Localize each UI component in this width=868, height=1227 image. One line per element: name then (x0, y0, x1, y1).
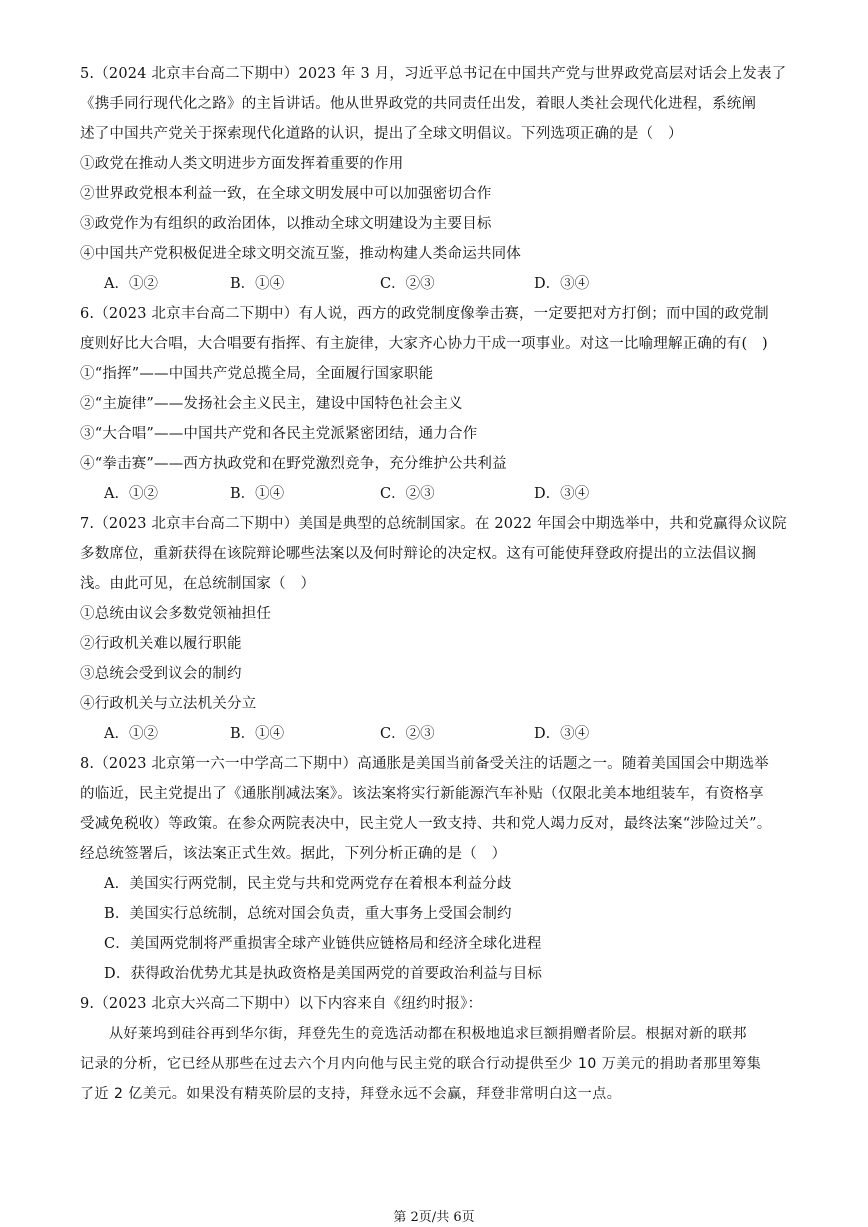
q9-stem-line-1: 9.（2023 北京大兴高二下期中）以下内容来自《纽约时报》： (80, 996, 483, 1012)
q7-item-3: ③总统会受到议会的制约 (80, 666, 242, 682)
q6-stem-line-1: 6.（2023 北京丰台高二下期中）有人说，西方的政党制度像拳击赛，一定要把对方打倒；而中国的政党制 (80, 306, 769, 322)
q7-option-d[interactable]: D．③④ (534, 726, 590, 742)
q8-option-b[interactable]: B．美国实行总统制，总统对国会负责，重大事务上受国会制约 (104, 906, 512, 922)
q7-stem-line-1: 7.（2023 北京丰台高二下期中）美国是典型的总统制国家。在 2022 年国会中期选举中，共和党赢得众议院 (80, 516, 787, 532)
q8-stem-line-3: 受减免税收）等政策。在参众两院表决中，民主党人一致支持、共和党人竭力反对，最终法案“涉险过关”。 (80, 816, 772, 832)
q6-option-b[interactable]: B．①④ (230, 486, 285, 502)
q6-item-2: ②“主旋律”——发扬社会主义民主，建设中国特色社会主义 (80, 396, 463, 412)
q5-item-1: ①政党在推动人类文明进步方面发挥着重要的作用 (80, 156, 404, 172)
q7-item-1: ①总统由议会多数党领袖担任 (80, 606, 272, 622)
q5-stem-line-2: 《携手同行现代化之路》的主旨讲话。他从世界政党的共同责任出发，着眼人类社会现代化进程，系统阐 (80, 96, 757, 112)
q8-option-a[interactable]: A．美国实行两党制，民主党与共和党两党存在着根本利益分歧 (104, 876, 512, 892)
q6-option-a[interactable]: A．①② (104, 486, 158, 502)
q5-option-a[interactable]: A．①② (104, 276, 158, 292)
q6-item-4: ④“拳击赛”——西方执政党和在野党激烈竞争，充分维护公共利益 (80, 456, 507, 472)
q8-stem-line-2: 的临近，民主党提出了《通胀削减法案》。该法案将实行新能源汽车补贴（仅限北美本地组装车，有资格享 (80, 786, 764, 802)
q7-item-2: ②行政机关难以履行职能 (80, 636, 242, 652)
q6-item-1: ①“指挥”——中国共产党总揽全局，全面履行国家职能 (80, 366, 434, 382)
q7-stem-line-3: 浅。由此可见，在总统制国家（ ） (80, 576, 316, 592)
q6-item-3: ③“大合唱”——中国共产党和各民主党派紧密团结，通力合作 (80, 426, 478, 442)
q9-passage-line-3: 了近 2 亿美元。如果没有精英阶层的支持，拜登永远不会赢，拜登非常明白这一点。 (80, 1086, 622, 1102)
q5-item-3: ③政党作为有组织的政治团体，以推动全球文明建设为主要目标 (80, 216, 492, 232)
q7-stem-line-2: 多数席位，重新获得在该院辩论哪些法案以及何时辩论的决定权。这有可能使拜登政府提出的立法倡议搁 (80, 546, 757, 562)
q9-passage-line-1: 从好莱坞到硅谷再到华尔街，拜登先生的竞选活动都在积极地追求巨额捐赠者阶层。根据对新的联邦 (80, 1026, 747, 1042)
q6-stem-line-2: 度则好比大合唱，大合唱要有指挥、有主旋律，大家齐心协力干成一项事业。对这一比喻理解正确的有( ) (80, 336, 768, 352)
q7-option-a[interactable]: A．①② (104, 726, 158, 742)
q5-option-c[interactable]: C．②③ (380, 276, 435, 292)
q6-option-d[interactable]: D．③④ (534, 486, 590, 502)
page-number: 第 2页/共 6页 (393, 1210, 475, 1225)
q7-option-b[interactable]: B．①④ (230, 726, 285, 742)
q9-passage-line-2: 记录的分析，它已经从那些在过去六个月内向他与民主党的联合行动提供至少 10 万美元的捐助者那里筹集 (80, 1056, 762, 1072)
q5-option-b[interactable]: B．①④ (230, 276, 285, 292)
q5-stem-line-1: 5.（2024 北京丰台高二下期中）2023 年 3 月，习近平总书记在中国共产党与世界政党高层对话会上发表了 (80, 66, 787, 82)
q5-item-4: ④中国共产党积极促进全球文明交流互鉴，推动构建人类命运共同体 (80, 246, 521, 262)
q8-stem-line-4: 经总统签署后，该法案正式生效。据此，下列分析正确的是（ ） (80, 846, 507, 862)
q8-stem-line-1: 8.（2023 北京第一六一中学高二下期中）高通胀是美国当前备受关注的话题之一。随着美国国会中期选举 (80, 756, 769, 772)
q6-option-c[interactable]: C．②③ (380, 486, 435, 502)
q5-item-2: ②世界政党根本利益一致，在全球文明发展中可以加强密切合作 (80, 186, 492, 202)
q8-option-d[interactable]: D．获得政治优势尤其是执政资格是美国两党的首要政治利益与目标 (104, 966, 543, 982)
q8-option-c[interactable]: C．美国两党制将严重损害全球产业链供应链格局和经济全球化进程 (104, 936, 542, 952)
q7-option-c[interactable]: C．②③ (380, 726, 435, 742)
q5-stem-line-3: 述了中国共产党关于探索现代化道路的认识，提出了全球文明倡议。下列选项正确的是（ ） (80, 126, 683, 142)
q7-item-4: ④行政机关与立法机关分立 (80, 696, 257, 712)
q5-option-d[interactable]: D．③④ (534, 276, 590, 292)
